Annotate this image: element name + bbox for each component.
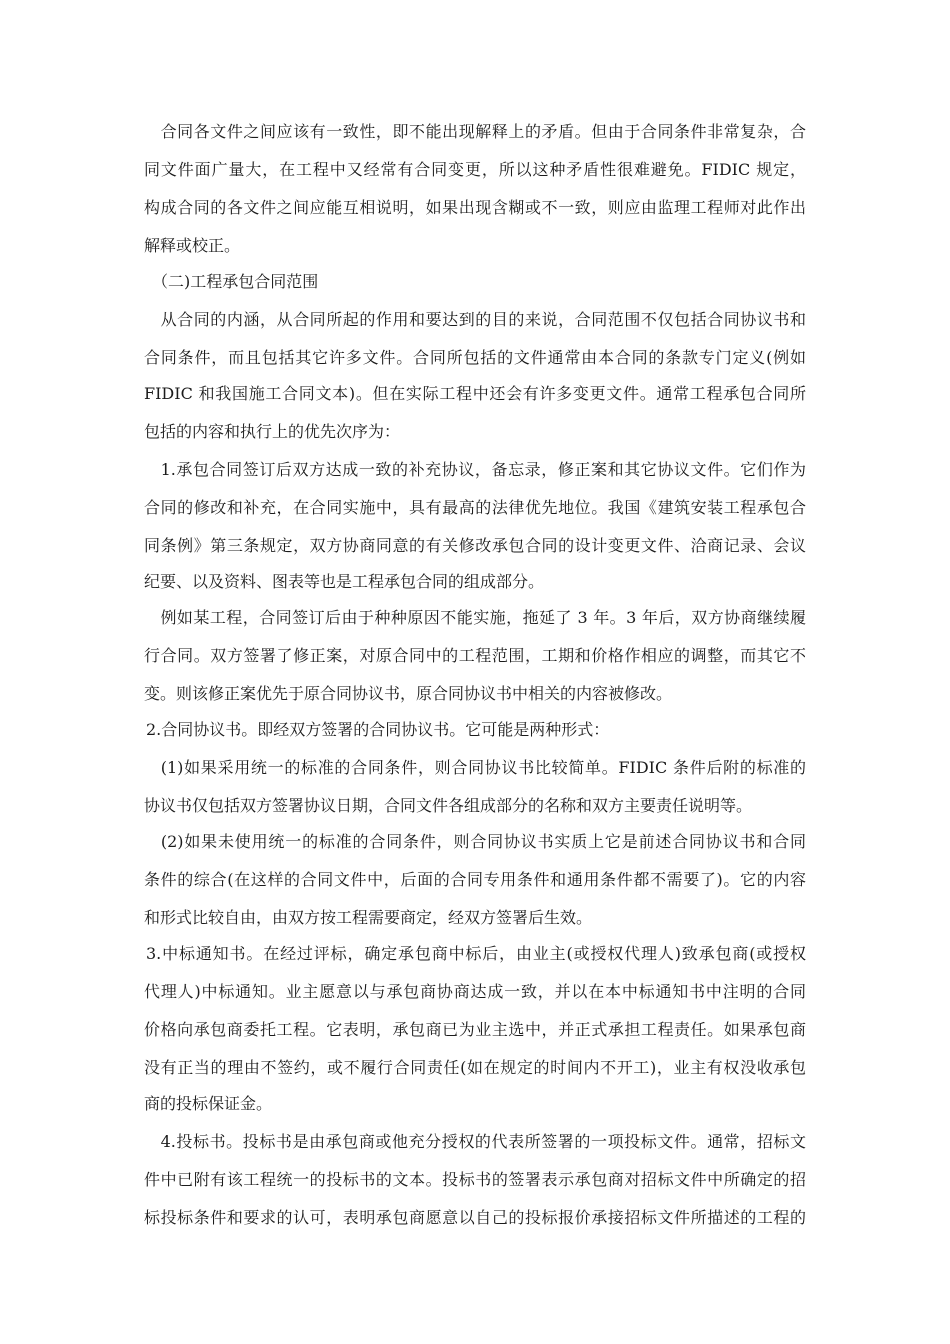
text-line: 1.承包合同签订后双方达成一致的补充协议，备忘录，修正案和其它协议文件。它们作为: [144, 460, 806, 479]
text-line: 合同条件，而且包括其它许多文件。合同所包括的文件通常由本合同的条款专门定义(例如: [144, 348, 806, 367]
section-heading: （二)工程承包合同范围: [152, 272, 319, 291]
text-line: 同条例》第三条规定，双方协商同意的有关修改承包合同的设计变更文件、洽商记录、会议: [144, 536, 806, 555]
text-line: (2)如果未使用统一的标准的合同条件，则合同协议书实质上它是前述合同协议书和合同: [144, 832, 806, 851]
text-line: 代理人)中标通知。业主愿意以与承包商协商达成一致，并以在本中标通知书中注明的合同: [144, 982, 806, 1001]
text-line: FIDIC 和我国施工合同文本)。但在实际工程中还会有许多变更文件。通常工程承包合同所: [144, 384, 806, 403]
text-line: 包括的内容和执行上的优先次序为：: [144, 422, 401, 441]
text-line: 标投标条件和要求的认可，表明承包商愿意以自己的投标报价承接招标文件所描述的工程的: [144, 1208, 806, 1227]
text-line: 商的投标保证金。: [144, 1094, 273, 1113]
text-line: 解释或校正。: [144, 236, 241, 255]
text-line: 和形式比较自由，由双方按工程需要商定，经双方签署后生效。: [144, 908, 593, 927]
text-line: 构成合同的各文件之间应能互相说明，如果出现含糊或不一致，则应由监理工程师对此作出: [144, 198, 806, 217]
text-line: 同文件面广量大，在工程中又经常有合同变更，所以这种矛盾性很难避免。FIDIC 规定，: [144, 160, 806, 179]
text-line: 纪要、以及资料、图表等也是工程承包合同的组成部分。: [144, 572, 545, 591]
text-line: 没有正当的理由不签约，或不履行合同责任(如在规定的时间内不开工)，业主有权没收承包: [144, 1058, 806, 1077]
text-line: 件中已附有该工程统一的投标书的文本。投标书的签署表示承包商对招标文件中所确定的招: [144, 1170, 806, 1189]
text-line: 合同各文件之间应该有一致性，即不能出现解释上的矛盾。但由于合同条件非常复杂，合: [144, 122, 806, 141]
text-line: 变。则该修正案优先于原合同协议书，原合同协议书中相关的内容被修改。: [144, 684, 673, 703]
text-line: 从合同的内涵，从合同所起的作用和要达到的目的来说，合同范围不仅包括合同协议书和: [144, 310, 806, 329]
text-line: 价格向承包商委托工程。它表明，承包商已为业主选中，并正式承担工程责任。如果承包商: [144, 1020, 806, 1039]
text-line: (1)如果采用统一的标准的合同条件，则合同协议书比较简单。FIDIC 条件后附的标准的: [144, 758, 806, 777]
text-line: 行合同。双方签署了修正案，对原合同中的工程范围，工期和价格作相应的调整，而其它不: [144, 646, 806, 665]
text-line: 3.中标通知书。在经过评标，确定承包商中标后，由业主(或授权代理人)致承包商(或授权: [146, 944, 806, 963]
text-line: 例如某工程，合同签订后由于种种原因不能实施，拖延了 3 年。3 年后，双方协商继续履: [144, 608, 806, 627]
text-line: 4.投标书。投标书是由承包商或他充分授权的代表所签署的一项投标文件。通常，招标文: [144, 1132, 806, 1151]
text-line: 合同的修改和补充，在合同实施中，具有最高的法律优先地位。我国《建筑安装工程承包合: [144, 498, 806, 517]
text-line: 条件的综合(在这样的合同文件中，后面的合同专用条件和通用条件都不需要了)。它的内容: [144, 870, 806, 889]
text-line: 2.合同协议书。即经双方签署的合同协议书。它可能是两种形式：: [146, 720, 610, 739]
text-line: 协议书仅包括双方签署协议日期，合同文件各组成部分的名称和双方主要责任说明等。: [144, 796, 753, 815]
